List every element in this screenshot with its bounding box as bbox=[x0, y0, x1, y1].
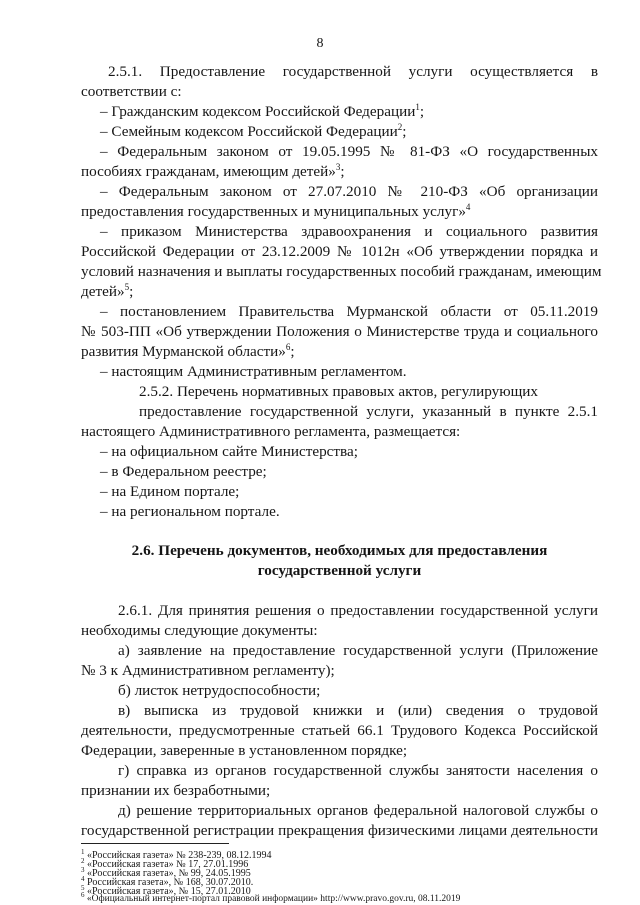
legal-act-list-item bbox=[100, 122, 406, 142]
legal-act-list-item-cont: условий назначения и выплаты государственных пособий гражданам, имеющим bbox=[81, 263, 602, 280]
footnote-number: 4 bbox=[81, 875, 85, 883]
legal-act-list-item-cont bbox=[81, 202, 470, 222]
clause-2-5-1-line: 2.5.1. Предоставление государственной услуги осуществляется в bbox=[108, 63, 598, 80]
document-list-item: б) листок нетрудоспособности; bbox=[118, 682, 321, 699]
punctuation: ; bbox=[340, 163, 345, 180]
list-item-text: развития Мурманской области» bbox=[81, 343, 286, 360]
clause-2-5-2-line: предоставление государственной услуги, указанный в пункте 2.5.1 bbox=[139, 403, 598, 420]
list-item-text: пособиях гражданам, имеющим детей» bbox=[81, 163, 336, 180]
legal-act-list-item-cont: № 503-ПП «Об утверждении Положения о Министерстве труда и социального bbox=[81, 323, 598, 340]
footnote-number: 3 bbox=[81, 866, 85, 874]
document-list-item-cont: Федерации, заверенные в установленном порядке; bbox=[81, 742, 408, 759]
punctuation: ; bbox=[402, 123, 407, 140]
legal-act-list-item-cont bbox=[81, 282, 133, 302]
footnote-text: «Российская газета» № 17, 27.01.1996 bbox=[87, 859, 249, 870]
section-heading: государственной услуги bbox=[257, 562, 422, 579]
clause-2-5-2-line: 2.5.2. Перечень нормативных правовых актов, регулирующих bbox=[139, 383, 539, 400]
document-list-item-cont: № 3 к Административном регламенту); bbox=[81, 662, 335, 679]
footnote-text: Российская газета», № 168, 30.07.2010. bbox=[87, 877, 254, 888]
document-list-item: а) заявление на предоставление государственной услуги (Приложение bbox=[118, 642, 598, 659]
list-item-text: – Гражданским кодексом Российской Федерации bbox=[100, 103, 416, 120]
footnote-ref: 5 bbox=[124, 282, 130, 292]
document-list-item: в) выписка из трудовой книжки и (или) сведения о трудовой bbox=[118, 702, 598, 719]
document-list-item: г) справка из органов государственной службы занятости населения о bbox=[118, 762, 598, 779]
list-item-text: предоставления государственных и муниципальных услуг» bbox=[81, 203, 466, 220]
document-list-item-cont: государственной регистрации прекращения физическими лицами деятельности bbox=[81, 822, 598, 839]
placement-list-item: – на официальном сайте Министерства; bbox=[100, 443, 358, 460]
footnote-number: 1 bbox=[81, 848, 85, 856]
footnote-ref: 6 bbox=[285, 342, 291, 352]
legal-act-list-item: – Федеральным законом от 27.07.2010 № 210-ФЗ «Об организации bbox=[100, 183, 598, 200]
punctuation: ; bbox=[419, 103, 425, 120]
clause-2-5-2-line: настоящего Административного регламента, размещается: bbox=[81, 423, 461, 440]
footnote-separator bbox=[81, 843, 229, 844]
footnote-ref: 4 bbox=[465, 202, 471, 212]
legal-act-list-item: – настоящим Административным регламентом. bbox=[100, 363, 407, 380]
legal-act-list-item-cont: Российской Федерации от 23.12.2009 № 1012н «Об утверждении порядка и bbox=[81, 243, 598, 260]
punctuation: ; bbox=[129, 283, 134, 300]
footnote-ref: 3 bbox=[335, 162, 341, 172]
clause-2-6-1-line: 2.6.1. Для принятия решения о предоставлении государственной услуги bbox=[118, 602, 598, 619]
page-number: 8 bbox=[316, 36, 324, 51]
clause-2-6-1-line: необходимы следующие документы: bbox=[81, 622, 318, 639]
footnote-text: «Официальный интернет-портал правовой информации» http://www.pravo.gov.ru, 08.11.2019 bbox=[86, 894, 461, 904]
legal-act-list-item-cont bbox=[81, 342, 295, 362]
legal-act-list-item: – постановлением Правительства Мурманской области от 05.11.2019 bbox=[100, 303, 598, 320]
legal-act-list-item: – приказом Министерства здравоохранения и социального развития bbox=[100, 223, 598, 240]
list-item-text: – Семейным кодексом Российской Федерации bbox=[100, 123, 398, 140]
placement-list-item: – на Едином портале; bbox=[100, 483, 240, 500]
section-heading: 2.6. Перечень документов, необходимых для предоставления bbox=[131, 542, 548, 559]
placement-list-item: – в Федеральном реестре; bbox=[100, 463, 267, 480]
legal-act-list-item bbox=[100, 102, 424, 122]
legal-act-list-item: – Федеральным законом от 19.05.1995 № 81-ФЗ «О государственных bbox=[100, 143, 598, 160]
footnote-text: «Российская газета», № 99, 24.05.1995 bbox=[87, 868, 251, 879]
footnote-text: «Российская газета» № 238-239, 08.12.1994 bbox=[87, 850, 272, 861]
clause-2-5-1-line: соответствии с: bbox=[81, 83, 182, 100]
legal-act-list-item-cont bbox=[81, 162, 345, 182]
list-item-text: детей» bbox=[81, 283, 125, 300]
punctuation: ; bbox=[290, 343, 295, 360]
document-list-item-cont: признании их безработными; bbox=[81, 782, 271, 799]
document-list-item: д) решение территориальных органов федеральной налоговой службы о bbox=[118, 802, 598, 819]
footnote-number: 5 bbox=[81, 884, 85, 892]
placement-list-item: – на региональном портале. bbox=[100, 503, 280, 520]
footnote-number: 6 bbox=[81, 891, 85, 899]
footnote-text: «Российская газета», № 15, 27.01.2010 bbox=[87, 886, 251, 897]
footnote-number: 2 bbox=[81, 857, 85, 865]
document-list-item-cont: деятельности, предусмотренные статьей 66.1 Трудового Кодекса Российской bbox=[81, 722, 598, 739]
footnote-ref: 2 bbox=[397, 122, 403, 132]
footnote-ref: 1 bbox=[415, 102, 420, 112]
